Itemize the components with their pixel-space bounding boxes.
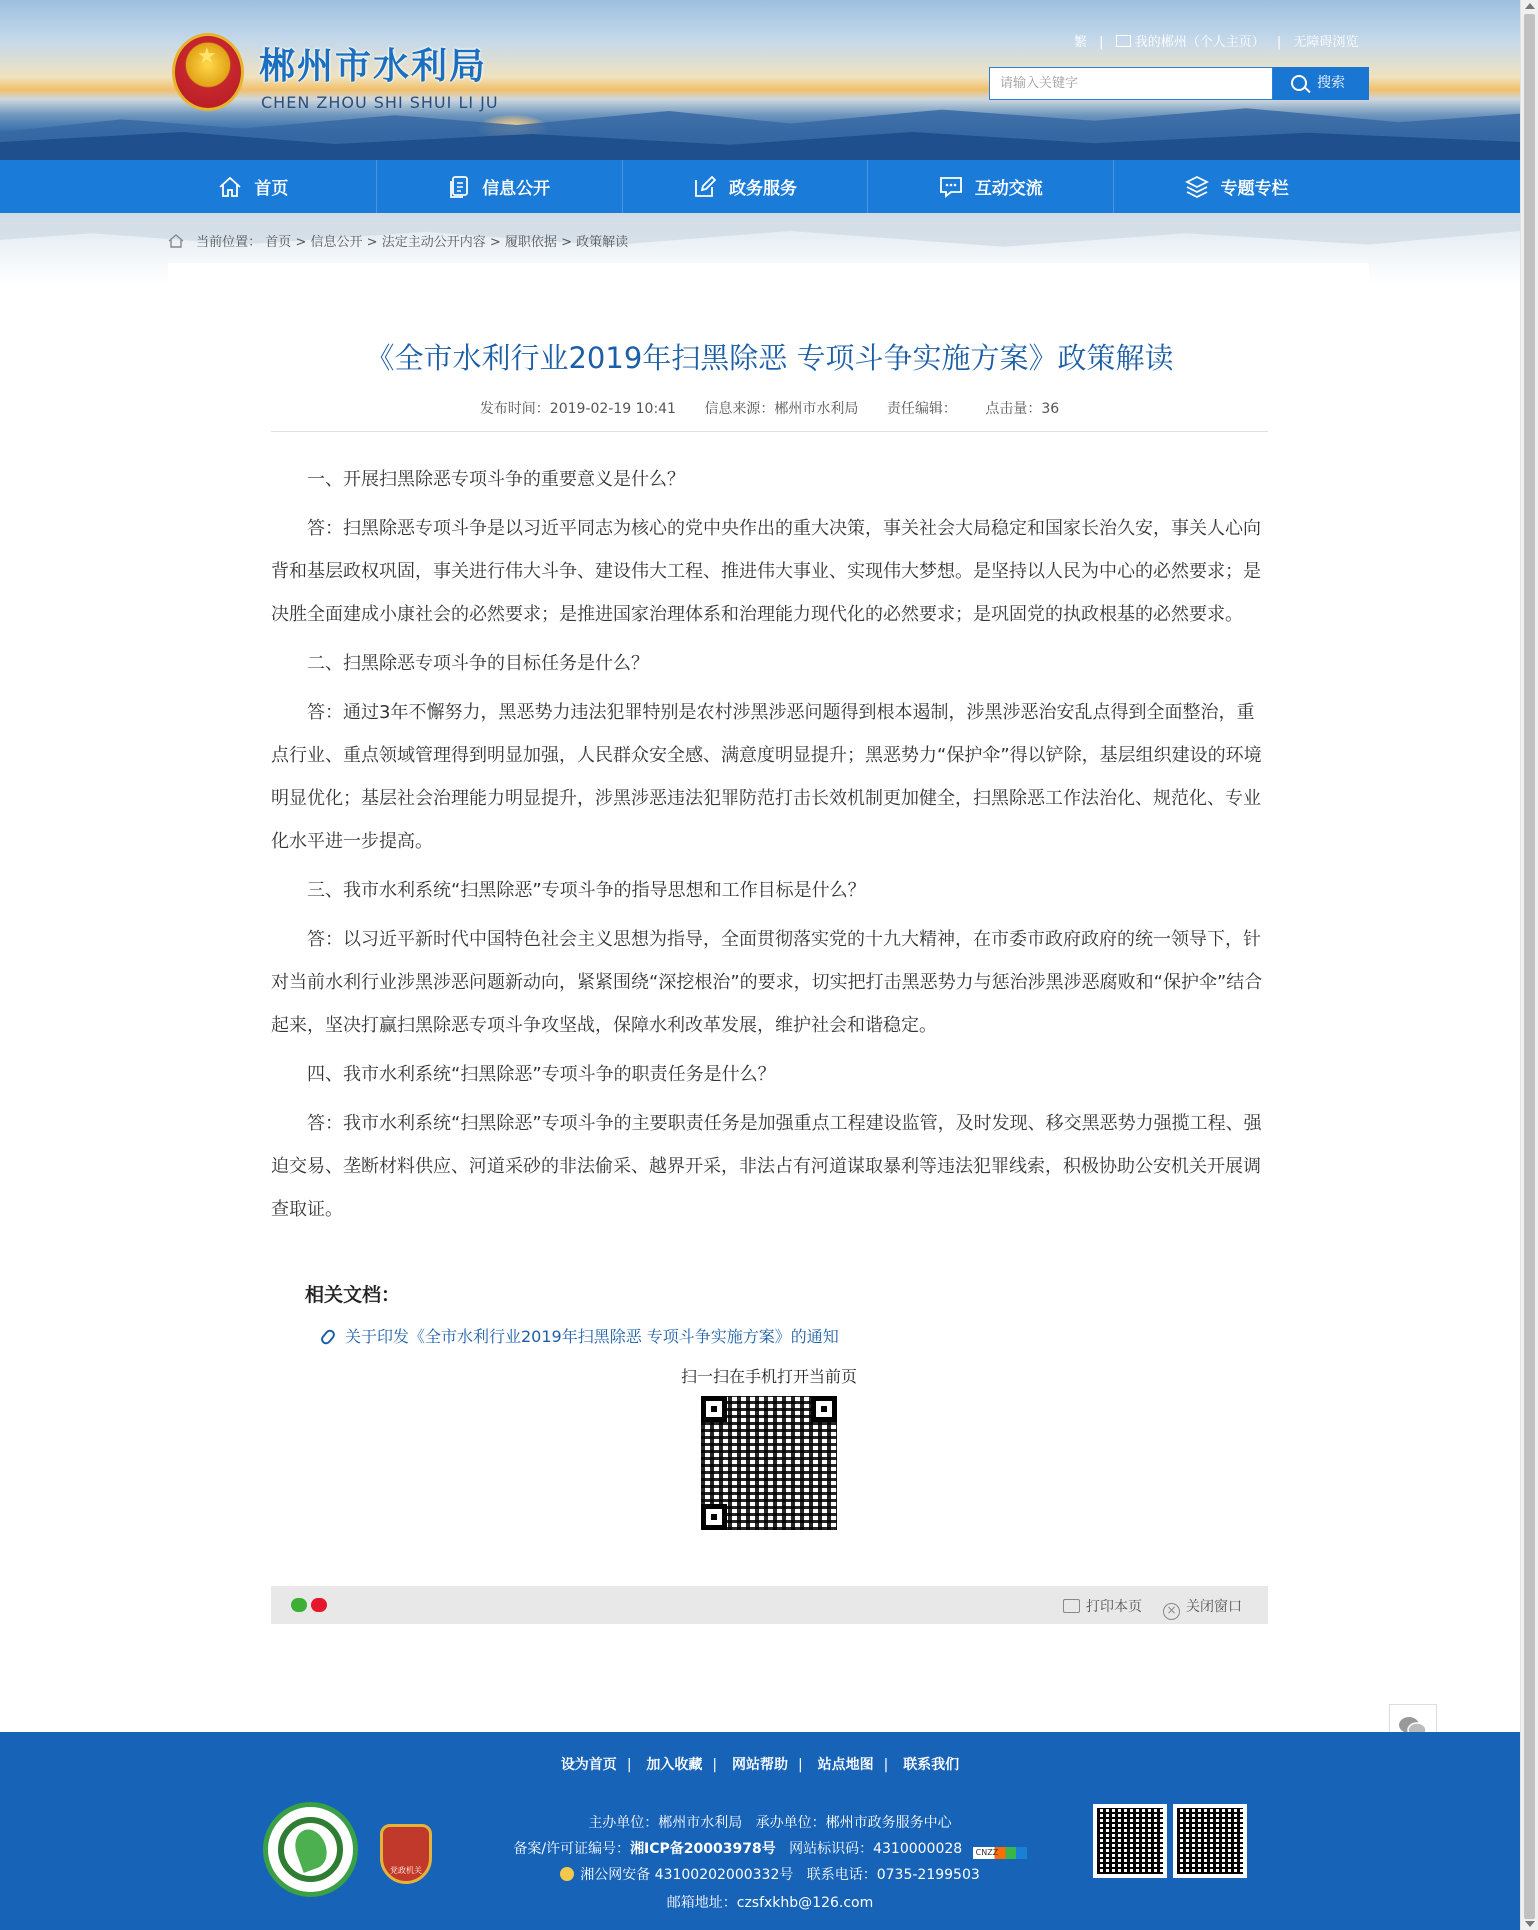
nav-item-gov-service[interactable]	[623, 160, 869, 213]
nav-item-label: 专题专栏	[1220, 179, 1289, 199]
breadcrumb-item[interactable]: 信息公开	[310, 235, 363, 250]
my-chenzhou-link[interactable]: 我的郴州（个人主页）	[1134, 35, 1265, 50]
breadcrumb-prefix: 当前位置：	[196, 235, 262, 250]
set-homepage-link[interactable]: 设为首页	[560, 1757, 617, 1773]
article-meta	[271, 398, 1268, 418]
qr-caption: 扫一扫在手机打开当前页	[680, 1367, 857, 1386]
accessibility-link[interactable]: 无障碍浏览	[1293, 35, 1359, 50]
scrollbar-thumb[interactable]	[1524, 14, 1535, 1919]
icp-label: 备案/许可证编号：	[513, 1841, 631, 1857]
search-button-label: 搜索	[1317, 75, 1345, 91]
national-emblem-icon: ★	[172, 33, 244, 111]
nav-item-label: 互动交流	[974, 179, 1043, 199]
printer-icon	[1063, 1599, 1080, 1613]
home-icon	[218, 176, 242, 198]
publish-time: 发布时间：2019-02-19 10:41	[479, 401, 676, 417]
breadcrumb-separator: >	[561, 235, 572, 250]
footer-icp-line	[490, 1838, 1050, 1859]
breadcrumb	[168, 231, 628, 250]
nav-item-home[interactable]	[131, 160, 377, 213]
traditional-chinese-link[interactable]: 繁	[1074, 35, 1088, 50]
nav-item-label: 政务服务	[728, 179, 797, 199]
hit-count: 点击量：36	[985, 401, 1060, 417]
icp-link[interactable]: 湘ICP备20003978号	[630, 1841, 776, 1857]
civilization-badge-icon[interactable]	[263, 1802, 358, 1897]
main-nav	[0, 160, 1520, 213]
search-input[interactable]: 请输入关键字	[989, 67, 1273, 100]
article-toolbar	[271, 1586, 1268, 1624]
footer-host-line	[490, 1812, 1050, 1832]
site-pinyin: CHEN ZHOU SHI SHUI LI JU	[261, 93, 499, 112]
breadcrumb-separator: >	[366, 235, 378, 250]
site-title[interactable]: 郴州市水利局	[259, 46, 488, 87]
question-4: 四、我市水利系统“扫黑除恶”专项斗争的职责任务是什么？	[307, 1064, 776, 1085]
nav-item-info-disclosure[interactable]	[377, 160, 623, 213]
breadcrumb-item[interactable]: 首页	[265, 235, 292, 250]
badge-text: 党政机关	[390, 1866, 422, 1875]
divider: |	[1276, 35, 1282, 50]
police-record[interactable]: 湘公网安备 43100202000332号	[580, 1867, 794, 1883]
scroll-up-arrow-icon[interactable]	[1525, 3, 1535, 9]
site-footer	[0, 1732, 1520, 1930]
related-doc-label: 关于印发《全市水利行业2019年扫黑除恶 专项斗争实施方案》的通知	[345, 1327, 839, 1346]
monitor-icon	[1116, 35, 1131, 47]
search-button[interactable]	[1273, 67, 1369, 100]
top-links	[1074, 31, 1358, 50]
nav-item-interaction[interactable]	[868, 160, 1114, 213]
breadcrumb-separator: >	[295, 235, 307, 250]
weibo-share-icon[interactable]	[311, 1598, 327, 1612]
contact-email: 邮箱地址：czsfxkhb@126.com	[666, 1895, 874, 1911]
breadcrumb-item[interactable]: 履职依据	[504, 235, 557, 250]
info-source: 信息来源：郴州市水利局	[704, 401, 859, 417]
print-button[interactable]	[1063, 1596, 1142, 1616]
document-icon	[448, 175, 470, 199]
print-label: 打印本页	[1086, 1599, 1142, 1615]
nav-item-special-topics[interactable]	[1114, 160, 1359, 213]
related-doc-link[interactable]	[323, 1324, 839, 1347]
article-title: 《全市水利行业2019年扫黑除恶 专项斗争实施方案》政策解读	[365, 341, 1174, 375]
article-body	[271, 458, 1268, 1237]
contact-phone: 联系电话：0735-2199503	[806, 1867, 980, 1883]
question-3: 三、我市水利系统“扫黑除恶”专项斗争的指导思想和工作目标是什么？	[307, 880, 866, 901]
wechat-share-icon[interactable]	[291, 1598, 307, 1612]
answer-4: 答：我市水利系统“扫黑除恶”专项斗争的主要职责任务是加强重点工程建设监管，及时发现、移交黑恶势力强揽工程、强迫交易、垄断材料供应、河道采砂的非法偷采、越界开采，非法占有河道谋取暴利等违法犯罪线索，积极协助公安机关开展调查取证。	[271, 1113, 1262, 1220]
vertical-scrollbar[interactable]	[1520, 0, 1538, 1930]
nav-item-label: 信息公开	[482, 179, 551, 199]
contact-us-link[interactable]: 联系我们	[903, 1757, 960, 1773]
responsible-editor: 责任编辑：	[886, 401, 957, 417]
add-favorite-link[interactable]: 加入收藏	[646, 1757, 703, 1773]
host-unit: 主办单位：郴州市水利局	[588, 1815, 743, 1831]
cnzz-badge-icon[interactable]: CNZZ	[973, 1847, 1027, 1859]
contractor-unit: 承办单位：郴州市政务服务中心	[755, 1815, 952, 1831]
answer-2: 答：通过3年不懈努力，黑恶势力违法犯罪特别是农村涉黑涉恶问题得到根本遏制，涉黑涉恶治安乱点得到全面整治，重点行业、重点领域管理得到明显加强，人民群众安全感、满意度明显提升；黑恶势力“保护伞”得以铲除，基层组织建设的环境明显优化；基层社会治理能力明显提升，涉黑涉恶违法犯罪防范打击长效机制更加健全，扫黑除恶工作法治化、规范化、专业化水平进一步提高。	[271, 702, 1262, 852]
answer-3: 答：以习近平新时代中国特色社会主义思想为指导，全面贯彻落实党的十九大精神，在市委市政府政府的统一领导下，针对当前水利行业涉黑涉恶问题新动向，紧紧围绕“深挖根治”的要求，切实把打击黑恶势力与惩治涉黑涉恶腐败和“保护伞”结合起来，坚决打赢扫黑除恶专项斗争攻坚战，保障水利改革发展，维护社会和谐稳定。	[271, 929, 1263, 1036]
divider: |	[1099, 35, 1104, 50]
party-gov-badge-icon[interactable]	[380, 1824, 432, 1884]
site-help-link[interactable]: 网站帮助	[732, 1757, 788, 1773]
footer-links: 设为首页 | 加入收藏 | 网站帮助 | 站点地图 | 联系我们	[0, 1754, 1520, 1774]
site-code: 网站标识码：4310000028	[789, 1841, 963, 1857]
home-icon	[168, 234, 184, 248]
layers-icon	[1185, 175, 1209, 199]
answer-1: 答：扫黑除恶专项斗争是以习近平同志为核心的党中央作出的重大决策，事关社会大局稳定和国家长治久安，事关人心向背和基层政权巩固，事关进行伟大斗争、建设伟大工程、推进伟大事业、实现伟大梦想。是坚持以人民为中心的必然要求；是决胜全面建成小康社会的必然要求；是推进国家治理体系和治理能力现代化的必然要求；是巩固党的执政根基的必然要求。	[271, 518, 1261, 625]
breadcrumb-separator: >	[489, 235, 501, 250]
close-icon: ×	[1163, 1603, 1180, 1620]
footer-qr-code-2	[1173, 1804, 1247, 1878]
breadcrumb-item[interactable]: 政策解读	[576, 235, 629, 250]
footer-qr-code-1	[1093, 1804, 1167, 1878]
chat-icon	[939, 176, 963, 198]
edit-icon	[693, 175, 717, 199]
close-window-button[interactable]	[1163, 1596, 1242, 1620]
title-divider	[271, 431, 1268, 432]
site-map-link[interactable]: 站点地图	[817, 1757, 874, 1773]
page-qr-code	[701, 1396, 837, 1530]
footer-email-line	[490, 1892, 1050, 1912]
question-2: 二、扫黑除恶专项斗争的目标任务是什么？	[307, 653, 649, 674]
question-1: 一、开展扫黑除恶专项斗争的重要意义是什么？	[307, 469, 685, 490]
nav-item-label: 首页	[254, 179, 289, 199]
police-badge-icon	[560, 1867, 574, 1881]
footer-police-line	[490, 1864, 1050, 1884]
scroll-down-arrow-icon[interactable]	[1525, 1921, 1535, 1927]
site-header	[0, 0, 1520, 160]
close-label: 关闭窗口	[1186, 1599, 1242, 1615]
search-icon	[1291, 75, 1307, 91]
related-docs-heading: 相关文档：	[305, 1284, 401, 1306]
breadcrumb-item[interactable]: 法定主动公开内容	[381, 235, 486, 250]
